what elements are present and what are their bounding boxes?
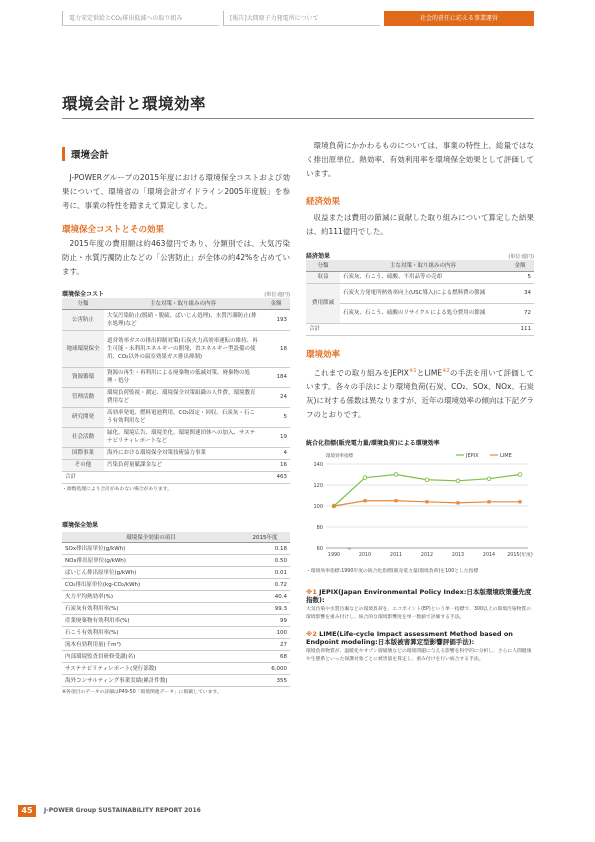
data-point-lime [425,500,428,503]
col-header: 分類 [62,298,104,309]
table-row: 研究開発 高効率発電、燃料電池利用、CO₂固定・回収、石炭灰・石こう有効利用など 5 [62,407,290,427]
kouritsu-heading: 環境効率 [306,349,341,360]
effect-table-note: ※各項目のデータの詳細はP49-50「環境関連データ」に掲載しています。 [62,690,222,695]
col-header: 環境保全効果の項目 [62,532,240,543]
x-tick-label: 2011 [389,553,403,558]
effect-table-title: 環境保全効果 [62,521,99,529]
cost-heading: 環境保全コストとその効果 [62,225,165,235]
cost-table-title: 環境保全コスト [62,291,105,298]
data-point-jepix [456,479,460,483]
x-tick-label: 2012 [420,553,434,558]
col-header: 主な対策・取り組みの内容 [104,298,262,309]
col-header: 金額 [506,260,534,271]
footer-report-title: J-POWER Group SUSTAINABILITY REPORT 2016 [44,807,201,814]
table-total-row: 合計 463 [62,471,290,483]
keizai-table [306,260,534,336]
data-point-jepix [394,473,398,477]
heading-accent-bar [62,147,65,161]
table-row: その他 汚染負荷量賦課金など 16 [62,459,290,471]
y-tick-label: 80 [316,525,323,531]
right-column [306,139,534,664]
table-row: 収益 石炭灰、石こう、硫酸、不用品等の売却 5 [306,271,534,283]
y-tick-label: 60 [316,546,323,552]
table-row: 管理活動 環境負荷監視・測定、環境保全対策組織の人件費、環境教育費用など 24 [62,387,290,407]
x-tick-label: 2010 [358,553,372,558]
cost-body: 2015年度の費用額は約463億円であり、分類別では、大気汚染防止・水質汚濁防止などの「公害防止」が全体の約42%を占めています。 [62,239,290,276]
data-point-lime [363,499,366,502]
chart-note: ・環境効率指標:1990年度の統合化指標(販売電力量/環境負荷)を100とした指標 [306,569,479,574]
axis-break-mark: ≈ [347,546,352,552]
table-row: NOx排出原単位(g/kWh) 0.50 [62,555,290,567]
table-row: サステナビリティレポート(発行部数) 6,000 [62,663,290,675]
page-title: 環境会計と環境効率 [62,95,207,113]
section-heading-kankyo-kaikei: 環境会計 [62,147,290,161]
keizai-heading: 経済効果 [306,197,341,207]
x-tick-label: 1990 [327,553,341,558]
table-row: 費用節減 石炭火力発電所熱効率向上(USC導入)による燃料費の節減 34 [306,283,534,303]
table-row: 公害防止 大気汚染防止(脱硝・脱硫、ばいじん処理)、水質汚濁防止(排水処理)など 193 [62,309,290,330]
table-row: 石炭灰、石こう、硫酸のリサイクルによる処分費用の節減 72 [306,303,534,323]
cost-table-header [62,289,290,298]
data-point-lime [487,500,490,503]
keizai-body: 収益または費用の節減に貢献した取り組みについて算定した結果は、約111億円でした。 [306,213,534,236]
x-tick-label: 2014 [482,553,496,558]
table-row: 地球環境保全 道営効率ガスの排出抑制対策(石炭火力高効率運転の維持、再生可能・未利用エネルギーの開発、省エネルギー型設備の使用、CO₂以外の温室効果ガス排出抑制) 18 [62,330,290,367]
keizai-table-unit: (単位:億円) [508,254,534,260]
col-header: 金額 [262,298,290,309]
kankyo-kaikei-body: J-POWERグループの2015年度における環境保全コストおよび効果について、環境省の「環境会計ガイドライン2005年度版」を参考に、事業の特性を踏まえて算定しました。 [62,173,290,210]
page-number: 45 [18,805,36,817]
header-tabs [62,11,534,26]
table-row: CO₂排出原単位(kg-CO₂/kWh) 0.72 [62,579,290,591]
table-row: 火力平均熱効率(%) 40.4 [62,591,290,603]
data-point-jepix [425,478,429,482]
right-intro: 環境負荷にかかわるものについては、事業の特性上、総量ではなく排出原単位、熱効率、有効利用率を環境保全効果として評価しています。 [306,141,534,178]
keizai-table-title: 経済効果 [306,253,331,260]
table-row: 石炭灰有効利用率(%) 99.3 [62,603,290,615]
table-row: 流木有効利用量(千m³) 27 [62,639,290,651]
data-point-jepix [487,477,491,481]
tab-ohma-nuclear[interactable]: [報告]大間原子力発電所について [223,11,380,26]
x-tick-label: 2013 [451,553,465,558]
y-axis-label: 環境効率指標 [326,454,353,459]
data-point-jepix [518,473,522,477]
cost-table [62,298,290,484]
table-row: 社会活動 緑化、環境広告、環境美化、環境関連団体への加入、サステナビリティレポートなど 19 [62,427,290,447]
footnote-lime: ※2 LIME(Life-cycle Impact assessment Method based on Endpoint modeling:日本版被害算定型影響評価手法): 環境負荷物質が、温暖化やオゾン層破壊などの環境問題に与える影響を科学的に分析し、さらに人間健康や生態系といった保護対象ごとに被害量を算定し、重み付けを行い統合する手法。 [306,630,532,662]
title-divider [62,118,534,119]
col-header: 主な対策・取り組みの内容 [340,260,506,271]
table-row: 国際事業 海外における環境保全対策技術協力事業 4 [62,447,290,459]
efficiency-line-chart [306,450,534,568]
data-point-lime [394,499,397,502]
table-row: ばいじん排出原単位(g/kWh) 0.01 [62,567,290,579]
effect-table [62,532,290,688]
chart-title: 統合化指標(販売電力量/環境負荷)による環境効率 [306,440,440,447]
y-tick-label: 140 [313,462,323,468]
data-point-lime [518,500,521,503]
legend-label-jepix: JEPIX [466,453,479,459]
table-row: 内部環境監査員研修受講(名) 68 [62,651,290,663]
y-tick-label: 120 [313,483,323,489]
kouritsu-body: これまでの取り組みをJEPIX$^{※1}$とLIME$^{※2}$の手法を用いて評価しています。各々の手法により環境負荷(石炭、CO₂、SOx、NOx、石炭灰)に対する係数は異なりますが、近年の環境効率の傾向は下記グラフのとおりです。 [306,367,535,419]
left-column [62,147,290,697]
legend-label-lime: LIME [500,453,512,459]
x-tick-label: 2015(年度) [507,553,533,558]
cost-table-unit: (単位:億円) [264,292,290,298]
data-point-lime [332,504,335,507]
data-point-lime [456,501,459,504]
data-point-jepix [363,476,367,480]
footnote-jepix: ※1 JEPIX(Japan Environmental Policy Index:日本版環境政策優先度指数): 大気汚染や水質汚濁などの環境負荷を、エコポイント(EP)という単一指標で、300以上の環境汚染物質の環境影響を重み付けし、統合的な環境影響度を単一数値で評価する手法。 [306,588,532,620]
tab-social-responsibility[interactable]: 社会的責任に応える事業運営 [384,11,534,26]
table-row: SOx排出原単位(g/kWh) 0.18 [62,543,290,555]
cost-table-note: ・端数処理により合計があわない場合があります。 [62,486,172,492]
table-row: 石こう有効利用率(%) 100 [62,627,290,639]
table-row: 海外コンサルティング事業実績(累計件数) 355 [62,675,290,687]
table-total-row: 合計 111 [306,323,534,335]
table-row: 資源循環 資源の再生・再利用による廃棄物の低減対策、廃棄物の処理・処分 184 [62,367,290,387]
col-header: 2015年度 [240,532,290,543]
keizai-table-header [306,251,534,260]
table-row: 産業廃棄物有効利用率(%) 99 [62,615,290,627]
col-header: 分類 [306,260,340,271]
y-tick-label: 100 [313,504,323,510]
tab-stable-supply[interactable]: 電力安定供給とCO₂排出低減への取り組み [62,11,219,26]
